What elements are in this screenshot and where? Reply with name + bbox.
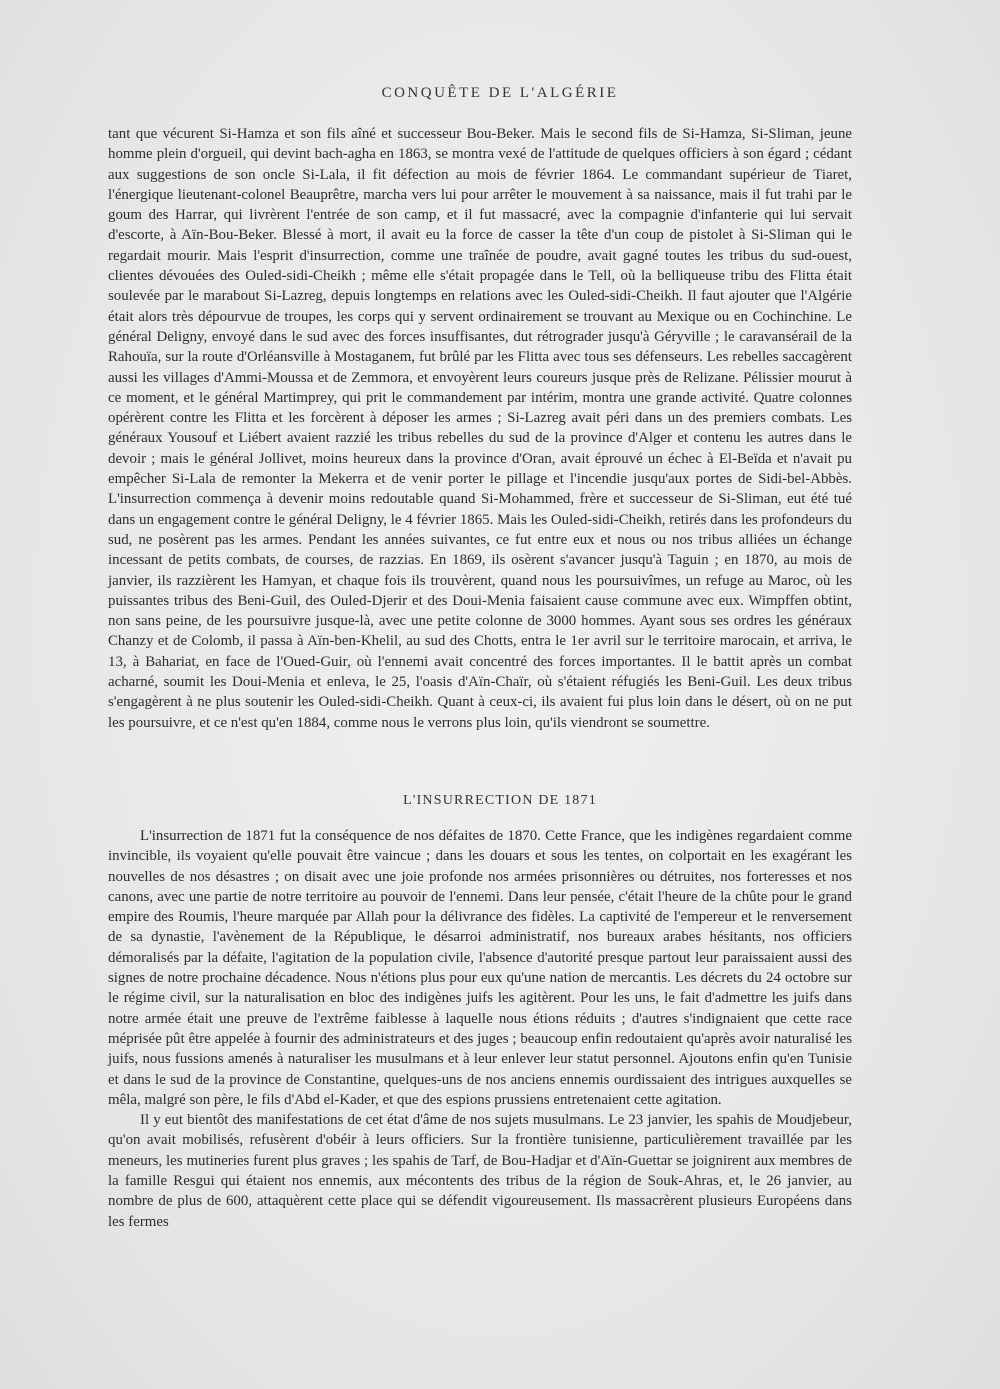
section-title: L'INSURRECTION DE 1871 — [403, 793, 597, 808]
paragraph-insurrection-intro: L'insurrection de 1871 fut la conséquence de nos défaites de 1870. Cette France, que les indigènes regardaient comme invincible, ils voyaient qu'elle pouvait être vaincue ; dans les douars et sous les tentes, on colportait en les exagérant les nouvelles de nos désastres ; on disait avec une joie profonde nos armées prisonnières ou détruites, nos forteresses et nos canons, avec une partie de notre territoire au pouvoir de l'ennemi. Dans leur pensée, c'était l'heure de la chûte pour le grand empire des Roumis, l'heure marquée par Allah pour la délivrance des fidèles. La captivité de l'empereur et le renversement de sa dynastie, l'avènement de la République, le désarroi administratif, nos bureaux arabes hésitants, nos officiers démoralisés par la défaite, l'agitation de la population civile, l'absence d'autorité presque partout leur paraissaient aussi des signes de notre prochaine décadence. Nous n'étions plus pour eux qu'une nation de mercantis. Les décrets du 24 octobre sur le régime civil, sur la naturalisation en bloc des indigènes juifs les agitèrent. Pour les uns, le fait d'admettre les juifs dans notre armée était une preuve de l'extrême faiblesse à laquelle nous étions réduits ; d'autres s'indignaient que cette race méprisée pût être appelée à fournir des administrateurs et des juges ; beaucoup enfin redoutaient qu'après avoir naturalisé les juifs, nous fussions amenés à naturaliser les musulmans et à leur enlever leur statut personnel. Ajoutons enfin qu'en Tunisie et dans le sud de la province de Constantine, quelques-uns de nos anciens ennemis ourdissaient des intrigues auxquelles se mêla, malgré son père, le fils d'Abd el-Kader, et que des espions prussiens entretenaient cette agitation. — [108, 828, 852, 1108]
paragraph-continuation: tant que vécurent Si-Hamza et son fils aîné et successeur Bou-Beker. Mais le second fils de Si-Hamza, Si-Sliman, jeune homme plein d'orgueil, qui devint bach-agha en 1863, se montra vexé de l'attitude de quelques officiers à son égard ; cédant aux suggestions de son oncle Si-Lala, il fit défection au mois de février 1864. Le commandant supérieur de Tiaret, l'énergique lieutenant-colonel Beauprêtre, marcha vers lui pour arrêter le mouvement à sa naissance, mais il fut trahi par le goum des Harrar, qui livrèrent l'entrée de son camp, et il fut massacré, avec la compagnie d'infanterie qui lui servait d'escorte, à Aïn-Bou-Beker. Blessé à mort, il avait eu la force de casser la tête d'un coup de pistolet à Si-Sliman qui le regardait mourir. Mais l'esprit d'insurrection, comme une traînée de poudre, avait gagné toutes les tribus du sud-ouest, clientes dévouées des Ouled-sidi-Cheikh ; même elle s'était propagée dans le Tell, où la belliqueuse tribu des Flitta était soulevée par le marabout Si-Lazreg, depuis longtemps en relations avec les Ouled-sidi-Cheikh. Il faut ajouter que l'Algérie était alors très dépourvue de troupes, les corps qui y servent ordinairement se trouvant au Mexique ou en Cochinchine. Le général Deligny, envoyé dans le sud avec des forces insuffisantes, dut rétrograder jusqu'à Géryville ; le caravansérail de la Rahouïa, sur la route d'Orléansville à Mostaganem, fut brûlé par les Flitta avec tous ses défenseurs. Les rebelles saccagèrent aussi les villages d'Ammi-Moussa et de Zemmora, et envoyèrent leurs coureurs jusque près de Relizane. Pélissier mourut à ce moment, et le général Martimprey, qui prit le commandement par intérim, montra une grande activité. Quatre colonnes opérèrent contre les Flitta et les forcèrent à déposer les armes ; Si-Lazreg avait péri dans un des premiers combats. Les généraux Yousouf et Liébert avaient razzié les tribus rebelles du sud de la province d'Alger et contenu les autres dans le devoir ; mais le général Jollivet, moins heureux dans la province d'Oran, avait éprouvé un échec à El-Beïda et n'avait pu empêcher Si-Lala de remonter la Mekerra et de venir porter le pillage et l'incendie jusqu'aux portes de Sidi-bel-Abbès. L'insurrection commença à devenir moins redoutable quand Si-Mohammed, frère et successeur de Si-Sliman, eut été tué dans un engagement contre le général Deligny, le 4 février 1865. Mais les Ouled-sidi-Cheikh, retirés dans les profondeurs du sud, ne posèrent pas les armes. Pendant les années suivantes, ce fut entre eux et nous ou nos tribus alliées un échange incessant de petits combats, de courses, de razzias. En 1869, ils osèrent s'avancer jusqu'à Taguin ; en 1870, au mois de janvier, ils razzièrent les Hamyan, et chaque fois ils trouvèrent, quand nous les poursuivîmes, un refuge au Maroc, où les puissantes tribus des Beni-Guil, des Ouled-Djerir et des Doui-Menia faisaient cause commune avec eux. Wimpffen obtint, non sans peine, de les poursuivre jusque-là, avec une petite colonne de 3000 hommes. Ayant sous ses ordres les généraux Chanzy et de Colomb, il passa à Aïn-ben-Khelil, au sud des Chotts, entra le 1er avril sur le territoire marocain, et arriva, le 13, à Bahariat, en face de l'Oued-Guir, où l'ennemi avait concentré des forces importantes. Il le battit après un combat acharné, soumit les Doui-Menia et enleva, le 25, l'oasis d'Aïn-Chaïr, où s'étaient réfugiés les Beni-Guil. Les deux tribus s'engagèrent à ne plus soutenir les Ouled-sidi-Cheikh. Quant à ceux-ci, ils avaient fui plus loin dans le désert, où on ne put les poursuivre, et ce n'est qu'en 1884, comme nous le verrons plus loin, qu'ils viendront se soumettre. — [108, 126, 852, 731]
paragraph-manifestations: Il y eut bientôt des manifestations de cet état d'âme de nos sujets musulmans. Le 23 janvier, les spahis de Moudjebeur, qu'on avait mobilisés, refusèrent d'obéir à leurs officiers. Sur la frontière tunisienne, particulièrement travaillée par les meneurs, les mutineries furent plus graves ; les spahis de Tarf, de Bou-Hadjar et d'Aïn-Guettar se joignirent aux membres de la famille Resgui qui étaient nos ennemis, aux mécontents des tribus de la région de Souk-Ahras, et, le 26 janvier, au nombre de plus de 600, attaquèrent cette place qui se défendit vigoureusement. Ils massacrèrent plusieurs Européens dans les fermes — [108, 1112, 852, 1230]
text-block-bottom — [108, 826, 852, 1232]
running-head: CONQUÊTE DE L'ALGÉRIE — [381, 85, 619, 101]
text-block-top — [108, 124, 852, 733]
